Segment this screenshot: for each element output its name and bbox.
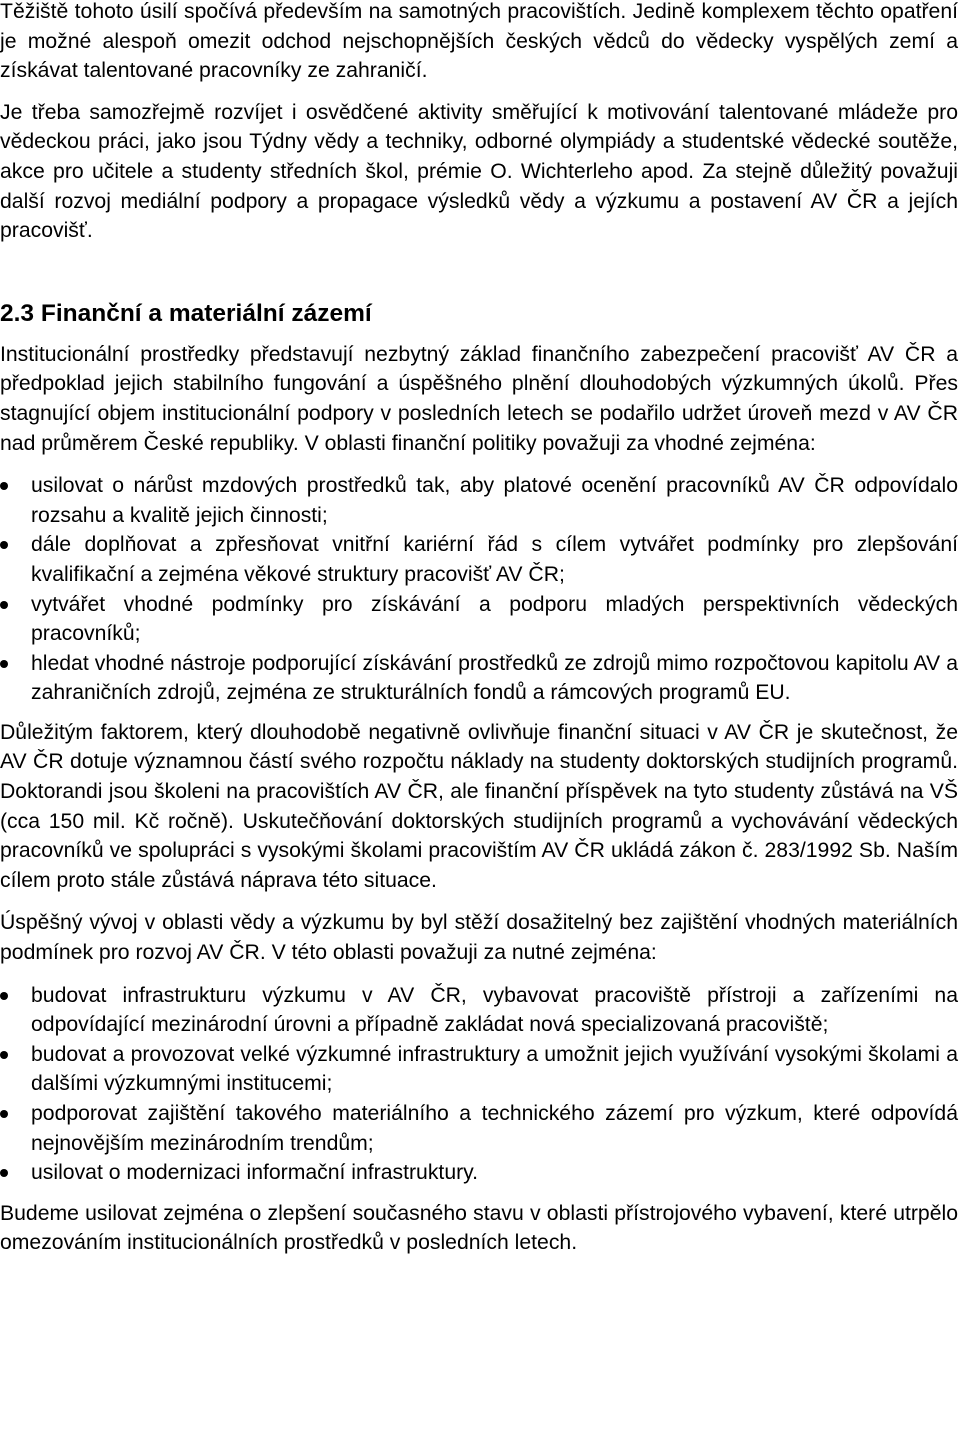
- bullet-icon: [0, 541, 8, 549]
- bullet-icon: [0, 1169, 8, 1177]
- bullet-icon: [0, 992, 8, 1000]
- list-item: [0, 1099, 958, 1158]
- list-item: [0, 530, 958, 589]
- list-item: [0, 1158, 958, 1188]
- bullet-icon: [0, 660, 8, 668]
- list-item-text: vytvářet vhodné podmínky pro získávání a podporu mladých perspektivních vědeckých pracovníků;: [31, 592, 958, 646]
- list-item-text: usilovat o modernizaci informační infrastruktury.: [31, 1161, 479, 1185]
- paragraph-material-conditions: Úspěšný vývoj v oblasti vědy a výzkumu by byl stěží dosažitelný bez zajištění vhodných materiálních podmínek pro rozvoj AV ČR. V této oblasti považuji za nutné zejména:: [0, 911, 958, 965]
- paragraph-equipment: Budeme usilovat zejména o zlepšení současného stavu v oblasti přístrojového vybavení, které utrpělo omezováním institucionálních prostředků v posledních letech.: [0, 1201, 958, 1255]
- list-item: [0, 471, 958, 530]
- paragraph-talent-retention: Těžiště tohoto úsilí spočívá především na samotných pracovištích. Jedině komplexem těchto opatření je možné alespoň omezit odchod nejschopnějších českých vědců do vědecky vyspělých zemí a získávat talentované pracovníky ze zahraničí.: [0, 0, 958, 83]
- list-item: [0, 590, 958, 649]
- bullet-icon: [0, 601, 8, 609]
- list-item-text: budovat a provozovat velké výzkumné infrastruktury a umožnit jejich využívání vysokými školami a dalšími výzkumnými institucemi;: [31, 1042, 958, 1096]
- list-item-text: dále doplňovat a zpřesňovat vnitřní kariérní řád s cílem vytvářet podmínky pro zlepšování kvalifikační a zejména věkové struktury pracovišť AV ČR;: [31, 533, 958, 586]
- bullet-icon: [0, 482, 8, 490]
- list-item-text: usilovat o nárůst mzdových prostředků tak, aby platové ocenění pracovníků AV ČR odpovídalo rozsahu a kvalitě jejich činnosti;: [31, 474, 958, 527]
- list-item: [0, 1040, 958, 1099]
- list-item-text: podporovat zajištění takového materiálního a technického zázemí pro výzkum, které odpovídá nejnovějším mezinárodním trendům;: [31, 1102, 958, 1155]
- list-item-text: budovat infrastrukturu výzkumu v AV ČR, vybavovat pracoviště přístroji a zařízeními na odpovídající mezinárodní úrovni a případně zakládat nová specializovaná pracoviště;: [31, 983, 958, 1037]
- list-item: [0, 981, 958, 1040]
- bullet-icon: [0, 1051, 8, 1059]
- financial-policy-list: [0, 471, 958, 708]
- paragraph-institutional-funding: Institucionální prostředky představují nezbytný základ finančního zabezpečení pracovišť AV ČR a předpoklad jejich stabilního fungování a úspěšného plnění dlouhodobých výzkumných úkolů. Přes stagnující objem institucionální podpory v posledních letech se podařilo udržet úroveň mezd v AV ČR nad průměrem České republiky. V oblasti finanční politiky považuji za vhodné zejména:: [0, 342, 958, 455]
- paragraph-doctoral-funding: Důležitým faktorem, který dlouhodobě negativně ovlivňuje finanční situaci v AV ČR je skutečnost, že AV ČR dotuje významnou částí svého rozpočtu náklady na studenty doktorských studijních programů. Doktorandi jsou školeni na pracovištích AV ČR, ale finanční příspěvek na tyto studenty zůstává na VŠ (cca 150 mil. Kč ročně). Uskutečňování doktorských studijních programů a vychovávání vědeckých pracovníků ve spolupráci s vysokými školami pracovištím AV ČR ukládá zákon č. 283/1992 Sb. Naším cílem proto stále zůstává náprava této situace.: [0, 720, 958, 892]
- list-item-text: hledat vhodné nástroje podporující získávání prostředků ze zdrojů mimo rozpočtovou kapitolu AV a zahraničních zdrojů, zejména ze strukturálních fondů a rámcových programů EU.: [31, 651, 958, 705]
- paragraph-youth-motivation: Je třeba samozřejmě rozvíjet i osvědčené aktivity směřující k motivování talentované mládeže pro vědeckou práci, jako jsou Týdny vědy a techniky, odborné olympiády a studentské vědecké soutěže, akce pro učitele a studenty středních škol, prémie O. Wichterleho apod. Za stejně důležitý považuji další rozvoj mediální podpory a propagace výsledků vědy a výzkumu a postavení AV ČR a jejích pracovišť.: [0, 100, 958, 243]
- bullet-icon: [0, 1110, 8, 1118]
- section-heading: 2.3 Finanční a materiální zázemí: [0, 299, 372, 327]
- list-item: [0, 649, 958, 708]
- material-conditions-list: [0, 981, 958, 1188]
